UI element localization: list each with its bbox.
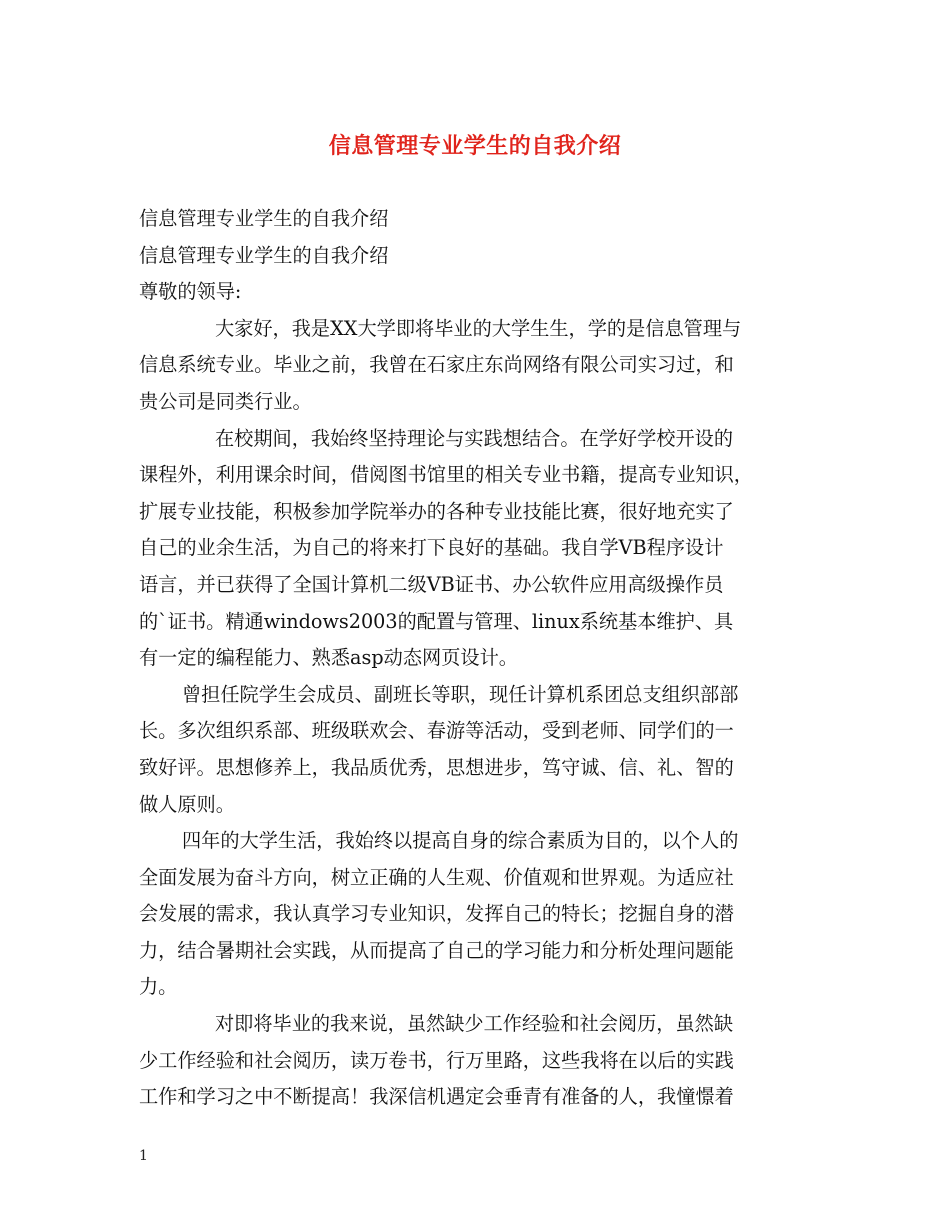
body-line: 贵公司是同类行业。 — [139, 389, 312, 413]
body-line: 做人原则。 — [139, 792, 235, 816]
body-line: 信息系统专业。毕业之前，我曾在石家庄东尚网络有限公司实习过，和 — [139, 353, 734, 377]
body-line: 会发展的需求，我认真学习专业知识，发挥自己的特长；挖掘自身的潜 — [139, 902, 734, 926]
body-line-heading-repeat: 信息管理专业学生的自我介绍 — [139, 243, 389, 267]
body-line-heading: 信息管理专业学生的自我介绍 — [139, 207, 389, 230]
body-line: 长。多次组织系部、班级联欢会、春游等活动，受到老师、同学们的一 — [139, 719, 734, 743]
body-line: 有一定的编程能力、熟悉asp动态网页设计。 — [139, 646, 518, 670]
body-line: 大家好，我是XX大学即将毕业的大学生生，学的是信息管理与 — [215, 316, 742, 340]
body-line: 力。 — [139, 975, 178, 999]
body-line: 工作和学习之中不断提高！我深信机遇定会垂青有准备的人，我憧憬着 — [139, 1085, 734, 1109]
body-line: 在校期间，我始终坚持理论与实践想结合。在学好学校开设的 — [215, 426, 734, 450]
document-title: 信息管理专业学生的自我介绍 — [328, 134, 622, 159]
body-line: 语言，并已获得了全国计算机二级VB证书、办公软件应用高级操作员 — [139, 572, 724, 596]
body-line: 自己的业余生活，为自己的将来打下良好的基础。我自学VB程序设计 — [139, 536, 724, 560]
body-line: 课程外，利用课余时间，借阅图书馆里的相关专业书籍，提高专业知识， — [139, 463, 753, 487]
document-body — [139, 201, 815, 1116]
body-line: 少工作经验和社会阅历，读万卷书，行万里路，这些我将在以后的实践 — [139, 1048, 734, 1072]
body-line: 对即将毕业的我来说，虽然缺少工作经验和社会阅历，虽然缺 — [215, 1012, 734, 1036]
body-line-salutation: 尊敬的领导: — [139, 280, 242, 304]
body-line: 曾担任院学生会成员、副班长等职，现任计算机系团总支组织部部 — [182, 682, 739, 706]
body-line: 致好评。思想修养上，我品质优秀，思想进步，笃守诚、信、礼、智的 — [139, 755, 734, 779]
body-line: 力，结合暑期社会实践，从而提高了自己的学习能力和分析处理问题能 — [139, 938, 734, 962]
body-line: 扩展专业技能，积极参加学院举办的各种专业技能比赛，很好地充实了 — [139, 499, 734, 523]
body-line: 全面发展为奋斗方向，树立正确的人生观、价值观和世界观。为适应社 — [139, 865, 734, 889]
body-line: 的`证书。精通windows2003的配置与管理、linux系统基本维护、具 — [139, 609, 734, 633]
page-number: 1 — [139, 1148, 148, 1164]
body-line: 四年的大学生活，我始终以提高自身的综合素质为目的，以个人的 — [182, 829, 739, 853]
